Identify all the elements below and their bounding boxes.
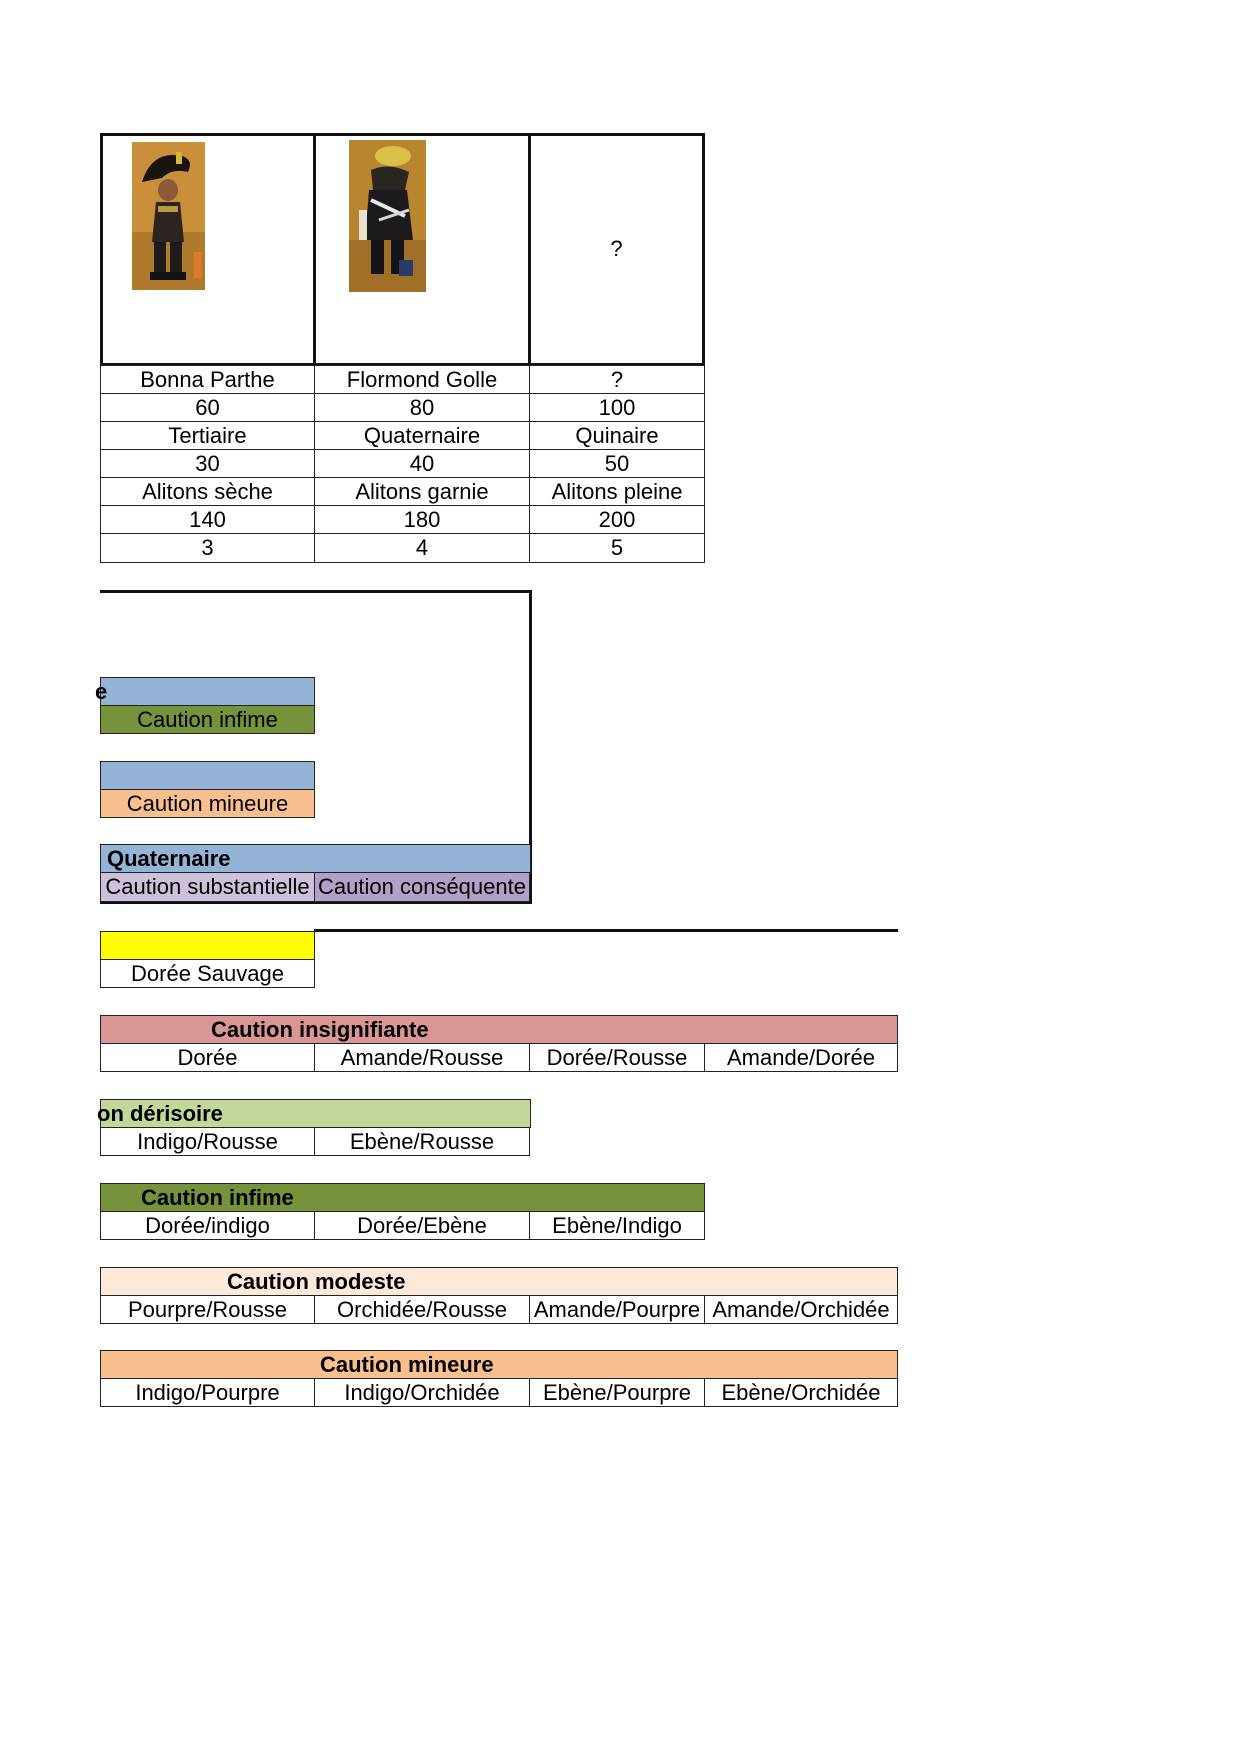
character-portrait-bonna-parthe: [132, 142, 205, 290]
group-header-insignifiante-label: Caution insignifiante: [211, 1016, 429, 1042]
sauvage-top-border: [314, 929, 898, 932]
group-header-modeste-label: Caution modeste: [227, 1268, 406, 1294]
caution-infime-cell: Caution infime: [100, 705, 315, 734]
group5-cell-4: Ebène/Orchidée: [704, 1378, 898, 1407]
col1-name: Bonna Parthe: [100, 365, 315, 394]
group5-cell-1: Indigo/Pourpre: [100, 1378, 315, 1407]
col3-alitons: Alitons pleine: [529, 477, 705, 506]
group1-cell-3: Dorée/Rousse: [529, 1043, 705, 1072]
group4-cell-1: Pourpre/Rousse: [100, 1295, 315, 1324]
col2-rank: Quaternaire: [314, 421, 530, 450]
col1-rank: Tertiaire: [100, 421, 315, 450]
col2-value-b: 180: [314, 505, 530, 534]
group-header-mineure: [100, 1350, 898, 1379]
col3-value-b: 200: [529, 505, 705, 534]
col1-level: 60: [100, 393, 315, 422]
group-header-infime-label: Caution infime: [141, 1184, 294, 1210]
col1-value-a: 30: [100, 449, 315, 478]
character-portrait-flormond-golle: [349, 140, 426, 292]
caution-substantielle-cell: Caution substantielle: [100, 872, 315, 902]
group-header-derisoire-label: on dérisoire: [97, 1100, 223, 1126]
group5-cell-3: Ebène/Pourpre: [529, 1378, 705, 1407]
col1-alitons: Alitons sèche: [100, 477, 315, 506]
col2-alitons: Alitons garnie: [314, 477, 530, 506]
caution-consequente-cell: Caution conséquente: [314, 872, 530, 902]
col3-value-a: 50: [529, 449, 705, 478]
group4-cell-3: Amande/Pourpre: [529, 1295, 705, 1324]
group3-cell-3: Ebène/Indigo: [529, 1211, 705, 1240]
yellow-band: [100, 931, 315, 960]
col2-value-c: 4: [314, 533, 530, 563]
group-header-mineure-label: Caution mineure: [320, 1351, 494, 1377]
group2-cell-2: Ebène/Rousse: [314, 1127, 530, 1156]
col2-name: Flormond Golle: [314, 365, 530, 394]
group-header-infime: [100, 1183, 705, 1212]
group5-cell-2: Indigo/Orchidée: [314, 1378, 530, 1407]
group2-cell-1: Indigo/Rousse: [100, 1127, 315, 1156]
col3-name: ?: [529, 365, 705, 394]
group-header-insignifiante: [100, 1015, 898, 1044]
col2-level: 80: [314, 393, 530, 422]
group-header-modeste: [100, 1267, 898, 1296]
col3-rank: Quinaire: [529, 421, 705, 450]
group1-cell-1: Dorée: [100, 1043, 315, 1072]
blue-band-2: [100, 761, 315, 790]
quaternaire-band: [100, 844, 531, 873]
group3-cell-2: Dorée/Ebène: [314, 1211, 530, 1240]
unknown-portrait-label: ?: [610, 236, 623, 261]
col1-value-b: 140: [100, 505, 315, 534]
group3-cell-1: Dorée/indigo: [100, 1211, 315, 1240]
col3-value-c: 5: [529, 533, 705, 563]
col1-value-c: 3: [100, 533, 315, 563]
group1-cell-2: Amande/Rousse: [314, 1043, 530, 1072]
col2-value-a: 40: [314, 449, 530, 478]
group4-cell-4: Amande/Orchidée: [704, 1295, 898, 1324]
caution-mineure-cell: Caution mineure: [100, 789, 315, 818]
quaternaire-band-label: Quaternaire: [107, 845, 231, 871]
box-top-border: [100, 590, 532, 593]
group1-cell-4: Amande/Dorée: [704, 1043, 898, 1072]
col3-level: 100: [529, 393, 705, 422]
group4-cell-2: Orchidée/Rousse: [314, 1295, 530, 1324]
group-header-derisoire: [97, 1099, 531, 1128]
blue-band-1: e: [100, 677, 315, 706]
doree-sauvage-cell: Dorée Sauvage: [100, 959, 315, 988]
